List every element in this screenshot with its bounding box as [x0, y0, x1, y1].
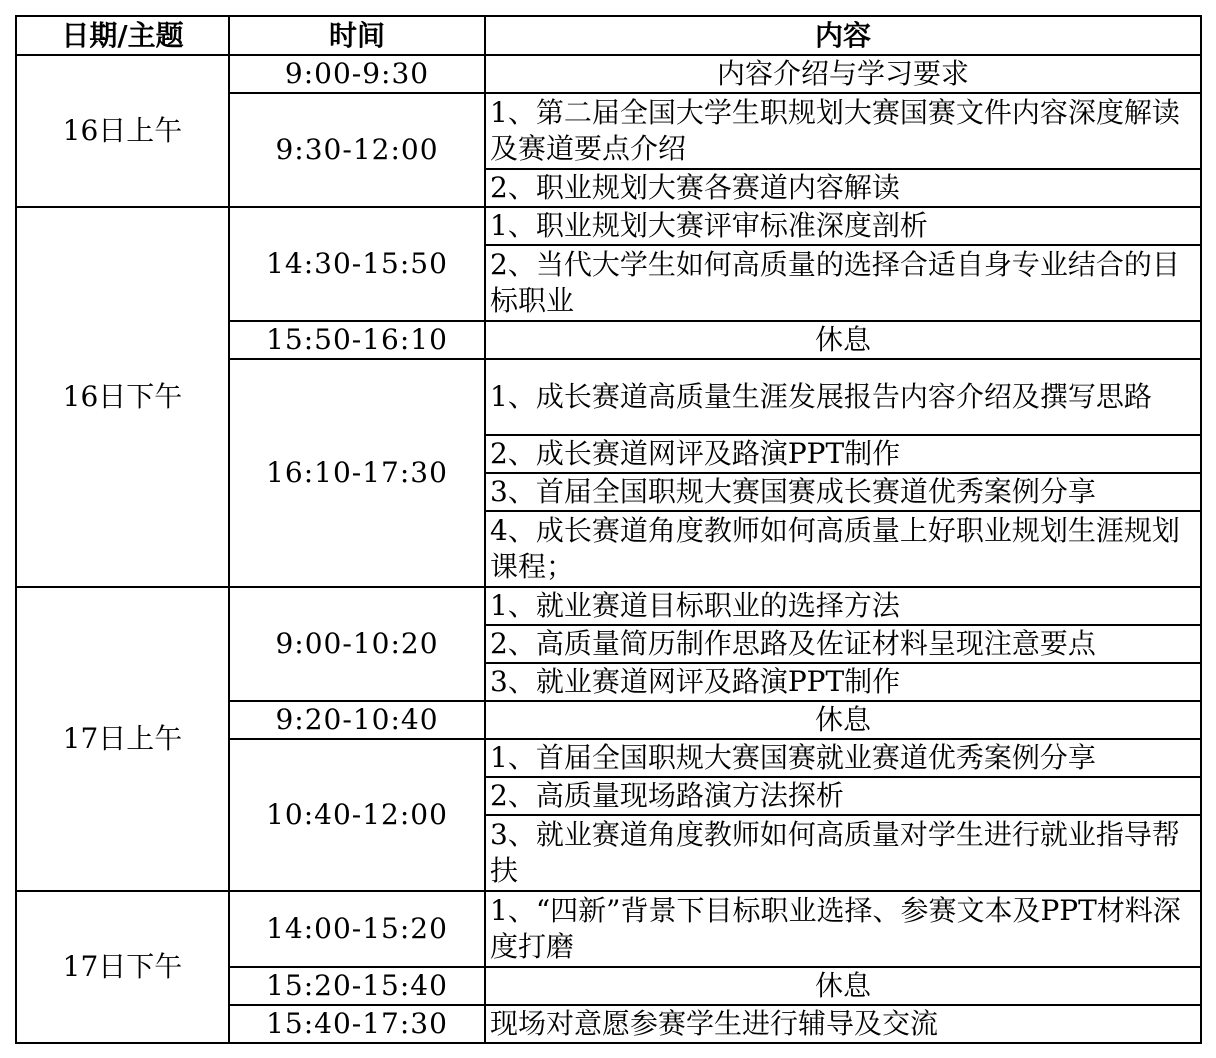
time-cell: 14:30-15:50	[229, 207, 485, 321]
content-cell: 3、就业赛道角度教师如何高质量对学生进行就业指导帮扶	[485, 815, 1201, 891]
content-cell: 2、高质量简历制作思路及佐证材料呈现注意要点	[485, 625, 1201, 663]
schedule-container	[15, 15, 1202, 1044]
content-cell: 2、职业规划大赛各赛道内容解读	[485, 169, 1201, 207]
time-cell: 9:00-10:20	[229, 587, 485, 701]
header-time: 时间	[229, 16, 485, 55]
time-cell: 9:30-12:00	[229, 93, 485, 207]
content-cell: 1、首届全国职规大赛国赛就业赛道优秀案例分享	[485, 739, 1201, 777]
date-cell: 16日上午	[16, 55, 229, 207]
content-cell: 内容介绍与学习要求	[485, 55, 1201, 93]
time-cell: 9:00-9:30	[229, 55, 485, 93]
schedule-body	[16, 55, 1201, 1043]
content-cell: 休息	[485, 967, 1201, 1005]
header-content: 内容	[485, 16, 1201, 55]
header-row	[16, 16, 1201, 55]
content-cell: 2、成长赛道网评及路演PPT制作	[485, 435, 1201, 473]
content-cell: 3、就业赛道网评及路演PPT制作	[485, 663, 1201, 701]
table-row	[16, 587, 1201, 625]
content-cell: 2、当代大学生如何高质量的选择合适自身专业结合的目标职业	[485, 245, 1201, 321]
time-cell: 15:20-15:40	[229, 967, 485, 1005]
content-cell: 3、首届全国职规大赛国赛成长赛道优秀案例分享	[485, 473, 1201, 511]
content-cell: 4、成长赛道角度教师如何高质量上好职业规划生涯规划课程；	[485, 511, 1201, 587]
table-row	[16, 207, 1201, 245]
content-cell: 现场对意愿参赛学生进行辅导及交流	[485, 1005, 1201, 1043]
header-date: 日期/主题	[16, 16, 229, 55]
table-row	[16, 891, 1201, 967]
time-cell: 14:00-15:20	[229, 891, 485, 967]
date-cell: 17日下午	[16, 891, 229, 1043]
content-cell: 1、职业规划大赛评审标准深度剖析	[485, 207, 1201, 245]
time-cell: 16:10-17:30	[229, 359, 485, 587]
schedule-table	[15, 15, 1202, 1044]
content-cell: 1、成长赛道高质量生涯发展报告内容介绍及撰写思路	[485, 359, 1201, 435]
date-cell: 17日上午	[16, 587, 229, 891]
content-cell: 休息	[485, 701, 1201, 739]
content-cell: 1、“四新”背景下目标职业选择、参赛文本及PPT材料深度打磨	[485, 891, 1201, 967]
content-cell: 2、高质量现场路演方法探析	[485, 777, 1201, 815]
time-cell: 9:20-10:40	[229, 701, 485, 739]
time-cell: 10:40-12:00	[229, 739, 485, 891]
time-cell: 15:50-16:10	[229, 321, 485, 359]
time-cell: 15:40-17:30	[229, 1005, 485, 1043]
content-cell: 1、就业赛道目标职业的选择方法	[485, 587, 1201, 625]
date-cell: 16日下午	[16, 207, 229, 587]
content-cell: 1、第二届全国大学生职规划大赛国赛文件内容深度解读及赛道要点介绍	[485, 93, 1201, 169]
table-row	[16, 55, 1201, 93]
content-cell: 休息	[485, 321, 1201, 359]
